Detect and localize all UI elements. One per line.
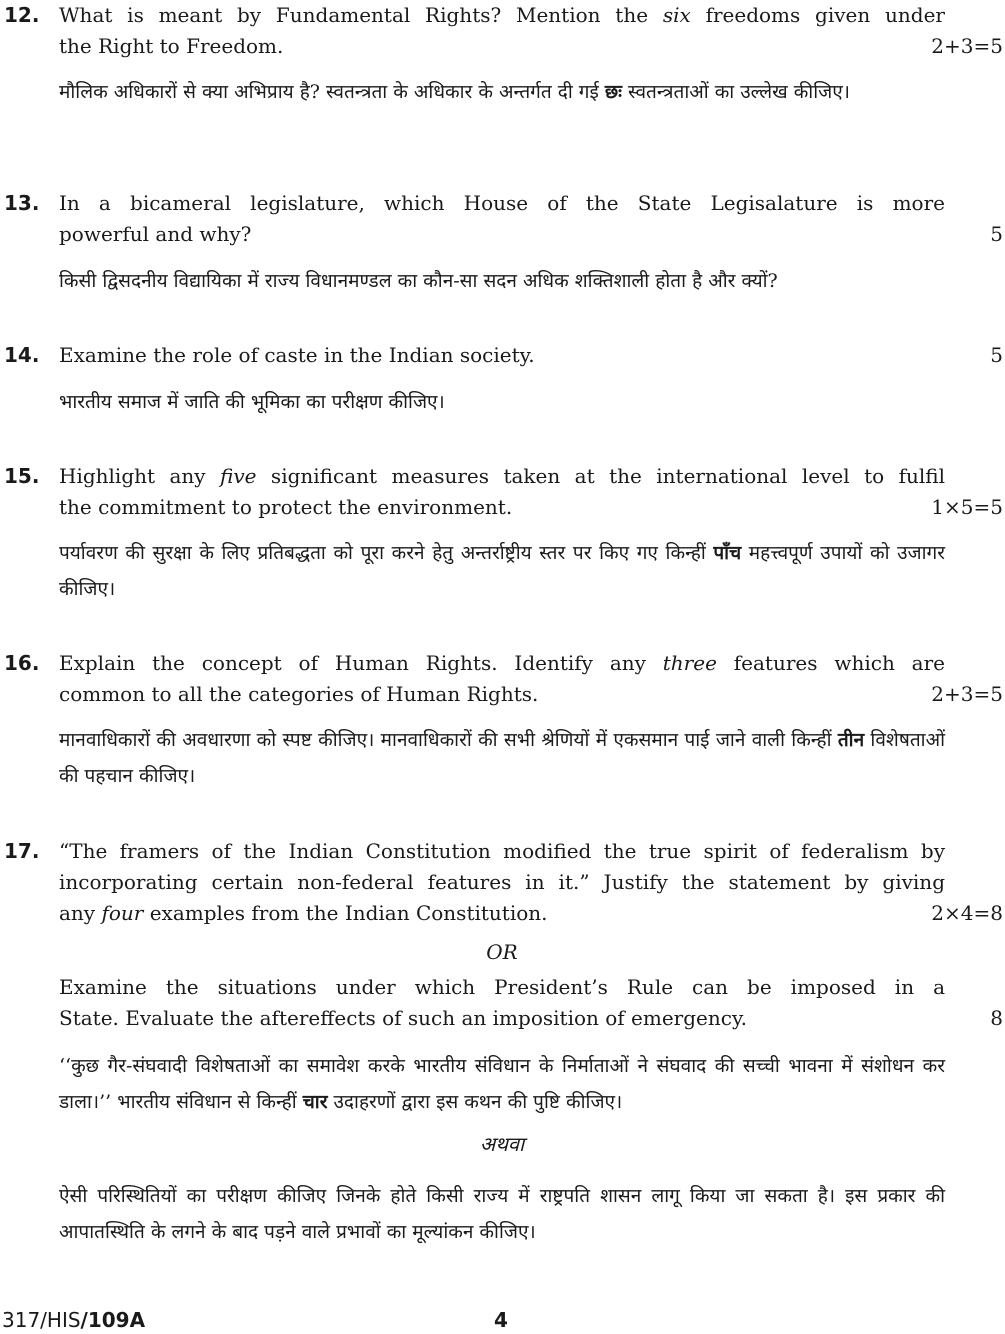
page-number: 4 (494, 1308, 508, 1332)
question-text-hindi: किसी द्विसदनीय विद्यायिका में राज्य विधानमण्डल का कौन-सा सदन अधिक शक्तिशाली होता है और क्यों? (59, 270, 778, 292)
or-label: OR (486, 940, 518, 964)
question-text-english-cont: the commitment to protect the environment. (59, 495, 513, 519)
marks: 5 (990, 343, 1003, 367)
question-text-english: “The framers of the Indian Constitution modified the true spirit of federalism by (59, 839, 945, 863)
question-text-english: Examine the role of caste in the Indian society. (59, 343, 535, 367)
question-number: 16. (4, 651, 40, 675)
question-text-english: Highlight any five significant measures taken at the international level to fulfil (59, 464, 945, 488)
alternative-question-english: Examine the situations under which President’s Rule can be imposed in a (59, 975, 945, 999)
alternative-question-hindi: ऐसी परिस्थितियों का परीक्षण कीजिए जिनके होते किसी राज्य में राष्ट्रपति शासन लागू किया जा सकता है। इस प्रकार की आपातस्थिति के लगने के बाद पड़ने वाले प्रभावों का मूल्यांकन कीजिए। (59, 1185, 945, 1243)
marks: 2+3=5 (931, 34, 1003, 58)
question-text-english-cont: common to all the categories of Human Rights. (59, 682, 539, 706)
question-number: 12. (4, 3, 40, 27)
question-text-hindi: मौलिक अधिकारों से क्या अभिप्राय है? स्वतन्त्रता के अधिकार के अन्तर्गत दी गई छः स्वतन्त्रताओं का उल्लेख कीजिए। (59, 81, 850, 103)
question-text-english-cont: incorporating certain non-federal features in it.” Justify the statement by giving (59, 870, 945, 894)
question-number: 17. (4, 839, 40, 863)
question-text-hindi: भारतीय समाज में जाति की भूमिका का परीक्षण कीजिए। (59, 391, 445, 413)
question-number: 15. (4, 464, 40, 488)
paper-code: 317/HIS/109A (2, 1308, 146, 1332)
question-number: 13. (4, 191, 40, 215)
alternative-marks: 8 (990, 1006, 1003, 1030)
question-text-hindi: मानवाधिकारों की अवधारणा को स्पष्ट कीजिए। मानवाधिकारों की सभी श्रेणियों में एकसमान पाई जाने वाली किन्हीं तीन विशेषताओं की पहचान कीजिए। (59, 729, 945, 787)
marks: 1×5=5 (931, 495, 1003, 519)
question-text-english: In a bicameral legislature, which House of the State Legisalature is more (59, 191, 945, 215)
question-text-hindi: पर्यावरण की सुरक्षा के लिए प्रतिबद्धता को पूरा करने हेतु अन्तर्राष्ट्रीय स्तर पर किए गए किन्हीं पाँच महत्त्वपूर्ण उपायों को उजागर कीजिए। (59, 542, 946, 600)
hindi-or-label: अथवा (479, 1132, 525, 1156)
question-text-english: Explain the concept of Human Rights. Identify any three features which are (59, 651, 945, 675)
marks: 2+3=5 (931, 682, 1003, 706)
question-text-english-cont: any four examples from the Indian Constitution. (59, 901, 548, 925)
question-text-english-cont: powerful and why? (59, 222, 252, 246)
alternative-question-english-cont: State. Evaluate the aftereffects of such an imposition of emergency. (59, 1006, 747, 1030)
question-number: 14. (4, 343, 40, 367)
marks: 5 (990, 222, 1003, 246)
question-text-hindi: ‘‘कुछ गैर-संघवादी विशेषताओं का समावेश करके भारतीय संविधान के निर्माताओं ने संघवाद की सच्ची भावना में संशोधन कर डाला।’’ भारतीय संविधान से किन्हीं चार उदाहरणों द्वारा इस कथन की पुष्टि कीजिए। (59, 1055, 945, 1113)
marks: 2×4=8 (931, 901, 1003, 925)
question-text-english-cont: the Right to Freedom. (59, 34, 284, 58)
question-text-english: What is meant by Fundamental Rights? Mention the six freedoms given under (59, 3, 945, 27)
